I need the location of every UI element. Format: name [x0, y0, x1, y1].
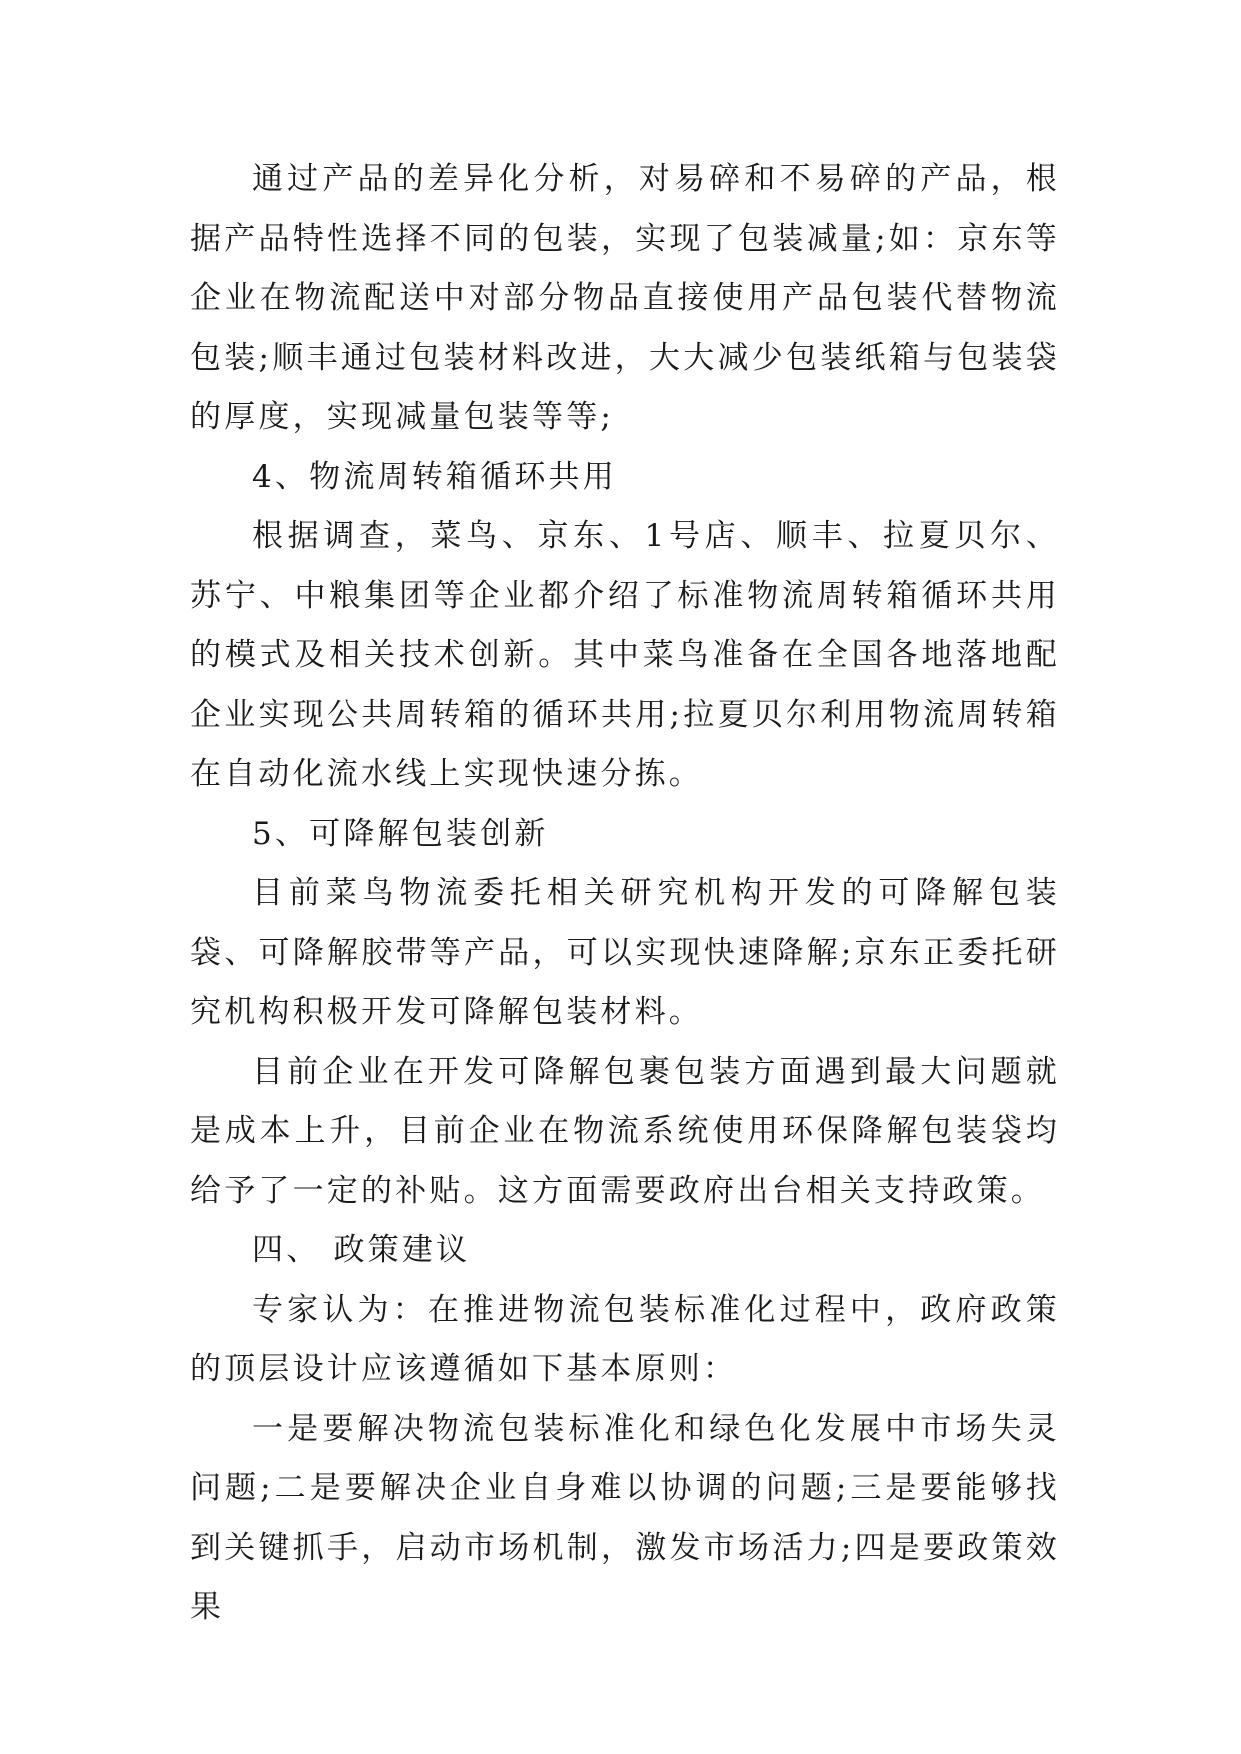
- document-body: [190, 150, 1060, 1638]
- section-heading-policy: 四、 政策建议: [252, 1232, 471, 1268]
- section-heading-4: 4、物流周转箱循环共用: [252, 458, 617, 495]
- paragraph-degradable-innovation: 目前菜鸟物流委托相关研究机构开发的可降解包装袋、可降解胶带等产品，可以实现快速降解;京东正委托研究机构积极开发可降解包装材料。: [190, 875, 1060, 1030]
- section-heading-5: 5、可降解包装创新: [252, 815, 549, 852]
- paragraph-turnover-box: 根据调查，菜鸟、京东、1号店、顺丰、拉夏贝尔、苏宁、中粮集团等企业都介绍了标准物流周转箱循环共用的模式及相关技术创新。其中菜鸟准备在全国各地落地配企业实现公共周转箱的循环共用;拉夏贝尔利用物流周转箱在自动化流水线上实现快速分拣。: [190, 518, 1060, 792]
- paragraph-packaging-reduction: 通过产品的差异化分析，对易碎和不易碎的产品，根据产品特性选择不同的包装，实现了包装减量;如：京东等企业在物流配送中对部分物品直接使用产品包装代替物流包装;顺丰通过包装材料改进，大大减少包装纸箱与包装袋的厚度，实现减量包装等等;: [190, 161, 1060, 435]
- paragraph-expert-opinion: 专家认为：在推进物流包装标准化过程中，政府政策的顶层设计应该遵循如下基本原则：: [190, 1291, 1060, 1387]
- paragraph-degradable-cost: 目前企业在开发可降解包裹包装方面遇到最大问题就是成本上升，目前企业在物流系统使用环保降解包装袋均给予了一定的补贴。这方面需要政府出台相关支持政策。: [190, 1053, 1060, 1209]
- paragraph-principles: 一是要解决物流包装标准化和绿色化发展中市场失灵问题;二是要解决企业自身难以协调的问题;三是要能够找到关键抓手，启动市场机制，激发市场活力;四是要政策效果: [190, 1410, 1060, 1625]
